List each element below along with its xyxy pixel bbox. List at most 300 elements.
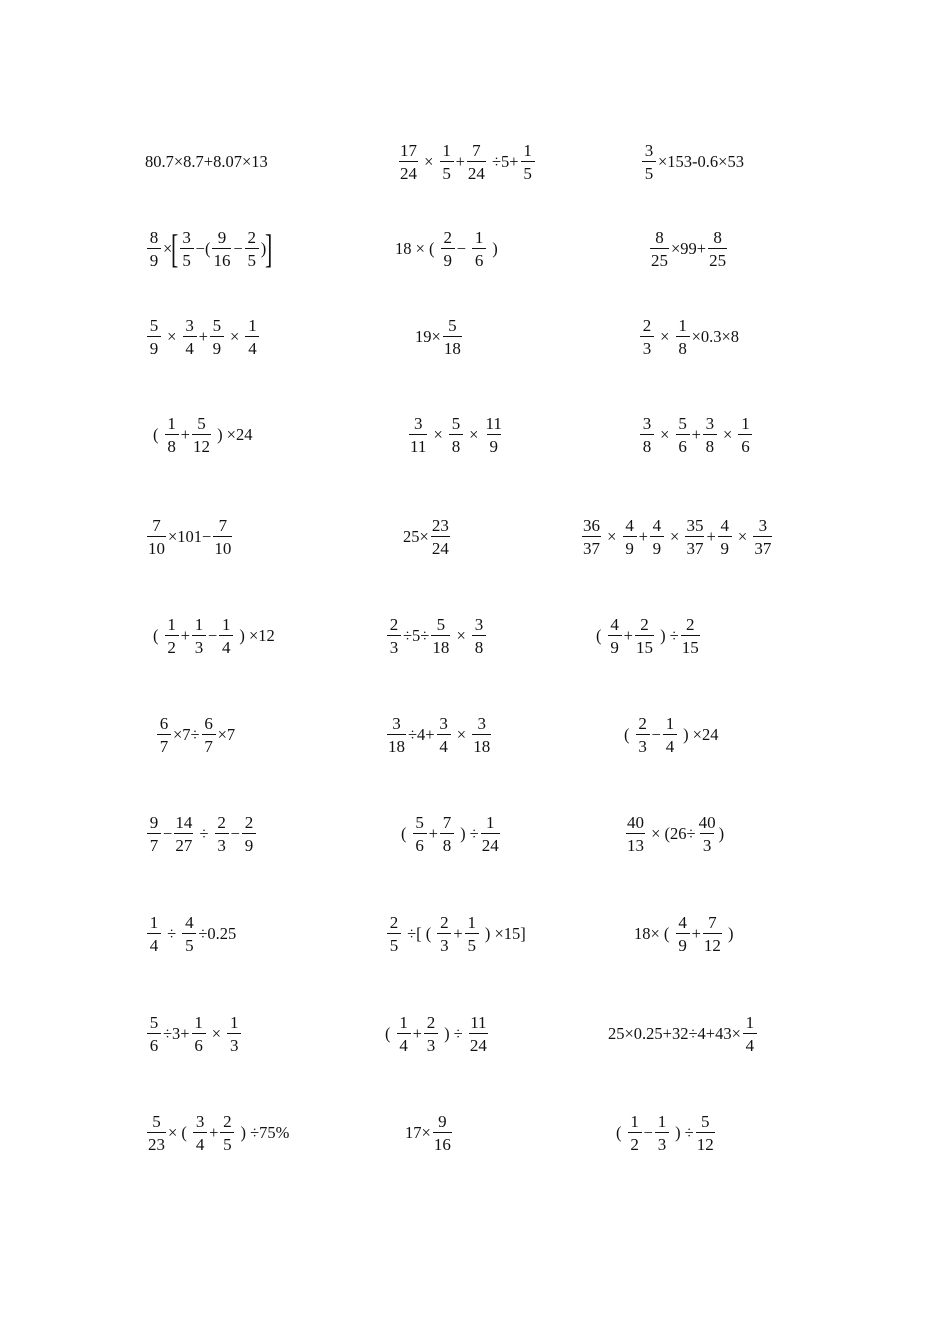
denominator: 6 <box>192 1033 206 1054</box>
expression-text: ÷[ ( <box>403 923 436 943</box>
numerator: 23 <box>431 516 449 535</box>
math-problem <box>145 894 236 974</box>
fraction <box>202 715 216 755</box>
numerator: 3 <box>474 615 484 634</box>
math-problem <box>397 122 537 202</box>
denominator: 12 <box>696 1132 715 1153</box>
expression-text: + <box>209 1122 219 1142</box>
fraction <box>472 616 486 656</box>
fraction <box>485 415 503 455</box>
fraction <box>245 229 259 269</box>
numerator: 3 <box>644 141 654 160</box>
numerator: 1 <box>194 615 204 634</box>
math-problem <box>145 209 272 289</box>
denominator: 12 <box>192 434 211 455</box>
fraction <box>183 317 197 357</box>
fraction <box>440 814 454 854</box>
numerator: 6 <box>204 714 213 733</box>
math-problem <box>608 994 759 1074</box>
fraction <box>465 914 479 954</box>
numerator: 2 <box>426 1013 436 1032</box>
fraction <box>147 317 161 357</box>
denominator: 25 <box>708 248 727 269</box>
expression-text: × <box>452 724 471 744</box>
denominator: 2 <box>628 1132 642 1153</box>
bracket: ] <box>265 226 273 271</box>
fraction <box>399 142 418 182</box>
fraction <box>703 914 722 954</box>
denominator: 9 <box>441 248 455 269</box>
fraction <box>718 517 732 557</box>
fraction <box>219 616 233 656</box>
fraction <box>215 814 229 854</box>
numerator: 5 <box>451 414 461 433</box>
math-problem <box>407 395 505 475</box>
expression-text: ) <box>723 923 734 943</box>
fraction <box>157 715 171 755</box>
fraction <box>220 1113 234 1153</box>
fraction <box>443 317 462 357</box>
fraction <box>174 814 193 854</box>
fraction <box>521 142 535 182</box>
denominator: 16 <box>433 1132 452 1153</box>
problem-row <box>0 596 950 676</box>
fraction <box>685 517 704 557</box>
denominator: 25 <box>650 248 669 269</box>
numerator: 3 <box>182 228 191 247</box>
math-problem <box>153 395 253 475</box>
expression-text: − <box>643 1122 653 1142</box>
denominator: 5 <box>387 933 401 954</box>
fraction <box>397 1014 411 1054</box>
denominator: 3 <box>227 1033 241 1054</box>
denominator: 8 <box>640 434 654 455</box>
numerator: 3 <box>413 414 423 433</box>
expression-text: − <box>651 724 661 744</box>
numerator: 4 <box>678 913 687 932</box>
expression-text: 25× <box>403 526 429 546</box>
math-problem <box>145 297 261 377</box>
expression-text: + <box>180 424 190 444</box>
expression-text: ) ÷ <box>455 823 479 843</box>
expression-text: × <box>656 424 674 444</box>
denominator: 8 <box>165 434 179 455</box>
problem-row <box>0 209 950 289</box>
problem-row <box>0 994 950 1074</box>
numerator: 5 <box>212 316 222 335</box>
fraction <box>437 715 451 755</box>
math-problem <box>385 894 526 974</box>
fraction <box>210 317 224 357</box>
numerator: 9 <box>217 228 227 247</box>
fraction <box>242 814 256 854</box>
expression-text: × <box>733 526 752 546</box>
numerator: 4 <box>185 913 194 932</box>
expression-text: ×99+ <box>671 238 707 258</box>
denominator: 9 <box>676 933 690 954</box>
fraction <box>165 616 179 656</box>
fraction <box>431 616 450 656</box>
fraction <box>192 616 206 656</box>
numerator: 7 <box>218 516 228 535</box>
fraction <box>147 517 166 557</box>
expression-text: × <box>163 238 173 258</box>
fraction <box>387 914 401 954</box>
denominator: 9 <box>608 635 622 656</box>
fraction <box>676 317 690 357</box>
expression-text: ) ×24 <box>212 424 253 444</box>
numerator: 8 <box>149 228 159 247</box>
math-problem <box>624 695 719 775</box>
denominator: 5 <box>521 161 535 182</box>
numerator: 4 <box>625 516 634 535</box>
fraction <box>708 229 727 269</box>
math-problem <box>596 596 702 676</box>
denominator: 8 <box>703 434 717 455</box>
numerator: 1 <box>248 316 257 335</box>
denominator: 6 <box>472 248 486 269</box>
expression-text: 17× <box>405 1122 431 1142</box>
denominator: 37 <box>582 536 601 557</box>
numerator: 3 <box>185 316 194 335</box>
fraction <box>628 1113 642 1153</box>
denominator: 8 <box>440 833 454 854</box>
denominator: 3 <box>700 833 714 854</box>
numerator: 1 <box>745 1013 755 1032</box>
denominator: 5 <box>180 248 194 269</box>
fraction <box>743 1014 757 1054</box>
numerator: 5 <box>197 414 206 433</box>
expression-text: × <box>603 526 621 546</box>
expression-text: + <box>453 923 463 943</box>
fraction <box>227 1014 241 1054</box>
denominator: 3 <box>424 1033 438 1054</box>
math-problem <box>385 596 488 676</box>
numerator: 2 <box>443 228 452 247</box>
fraction <box>192 1014 206 1054</box>
numerator: 40 <box>698 813 716 832</box>
expression-text: + <box>428 823 438 843</box>
numerator: 5 <box>448 316 457 335</box>
math-problem <box>616 1093 717 1173</box>
numerator: 3 <box>758 516 768 535</box>
numerator: 2 <box>638 714 647 733</box>
expression-text: + <box>691 424 701 444</box>
expression-text: × <box>656 326 674 346</box>
expression-text: × <box>452 625 470 645</box>
expression-text: ×0.3×8 <box>691 326 740 346</box>
fraction <box>441 229 455 269</box>
math-problem <box>153 596 275 676</box>
expression-text: ) ÷ <box>670 1122 694 1142</box>
numerator: 8 <box>713 228 722 247</box>
expression-text: ) <box>718 823 725 843</box>
problem-row <box>0 894 950 974</box>
expression-text: ÷0.25 <box>198 923 237 943</box>
denominator: 4 <box>219 635 233 656</box>
fraction <box>192 415 211 455</box>
numerator: 7 <box>472 141 481 160</box>
expression-text: × <box>429 424 447 444</box>
fraction <box>469 1014 488 1054</box>
fraction <box>213 517 232 557</box>
fraction <box>165 415 179 455</box>
fraction <box>424 1014 438 1054</box>
denominator: 18 <box>443 336 462 357</box>
fraction <box>182 914 196 954</box>
math-problem <box>385 994 490 1074</box>
denominator: 7 <box>157 734 171 755</box>
expression-text: ) <box>488 238 498 258</box>
expression-text: ( <box>596 625 606 645</box>
math-problem <box>145 122 268 202</box>
expression-text: ) ×24 <box>678 724 719 744</box>
numerator: 1 <box>467 913 476 932</box>
numerator: 5 <box>701 1112 710 1131</box>
fraction <box>147 1113 166 1153</box>
fraction <box>582 517 601 557</box>
denominator: 5 <box>465 933 479 954</box>
expression-text: + <box>198 326 208 346</box>
expression-text: 80.7×8.7+8.07×13 <box>145 151 268 171</box>
numerator: 5 <box>678 414 687 433</box>
expression-text: + <box>638 526 648 546</box>
denominator: 8 <box>472 635 486 656</box>
denominator: 8 <box>676 336 690 357</box>
math-problem <box>638 395 754 475</box>
numerator: 40 <box>627 813 644 832</box>
math-problem <box>395 209 498 289</box>
numerator: 1 <box>167 414 176 433</box>
expression-text: + <box>623 625 633 645</box>
denominator: 9 <box>242 833 256 854</box>
denominator: 7 <box>202 734 216 755</box>
expression-text: ÷ <box>195 823 213 843</box>
problem-row <box>0 794 950 874</box>
denominator: 4 <box>193 1132 207 1153</box>
fraction <box>640 415 654 455</box>
numerator: 8 <box>655 228 664 247</box>
denominator: 6 <box>738 434 752 455</box>
expression-text: ( <box>153 625 163 645</box>
math-problem <box>145 1093 289 1173</box>
math-problem <box>155 695 235 775</box>
denominator: 5 <box>642 161 656 182</box>
expression-text: × <box>225 326 244 346</box>
fraction <box>147 814 161 854</box>
denominator: 9 <box>623 536 637 557</box>
denominator: 7 <box>147 833 161 854</box>
expression-text: ÷ <box>163 923 181 943</box>
math-problem <box>648 209 729 289</box>
expression-text: 18× ( <box>634 923 674 943</box>
numerator: 2 <box>389 615 399 634</box>
fraction <box>676 914 690 954</box>
denominator: 5 <box>440 161 454 182</box>
fraction <box>738 415 752 455</box>
fraction <box>449 415 463 455</box>
numerator: 1 <box>678 316 687 335</box>
fraction <box>481 814 500 854</box>
numerator: 1 <box>486 813 495 832</box>
expression-text: ÷5÷ <box>403 625 430 645</box>
fraction <box>387 715 406 755</box>
fraction <box>472 715 491 755</box>
numerator: 2 <box>642 316 652 335</box>
denominator: 3 <box>192 635 206 656</box>
numerator: 3 <box>642 414 652 433</box>
denominator: 13 <box>626 833 645 854</box>
numerator: 5 <box>436 615 446 634</box>
expression-text: − <box>163 823 173 843</box>
denominator: 6 <box>413 833 427 854</box>
numerator: 2 <box>686 615 695 634</box>
expression-text: × <box>207 1023 226 1043</box>
math-problem <box>580 497 774 577</box>
denominator: 5 <box>182 933 196 954</box>
numerator: 2 <box>389 913 399 932</box>
expression-text: × <box>420 151 438 171</box>
denominator: 4 <box>147 933 161 954</box>
expression-text: 25×0.25+32÷4+43× <box>608 1023 741 1043</box>
fraction <box>663 715 677 755</box>
denominator: 4 <box>743 1033 757 1054</box>
numerator: 2 <box>217 813 226 832</box>
fraction <box>676 415 690 455</box>
denominator: 37 <box>685 536 704 557</box>
numerator: 1 <box>474 228 484 247</box>
denominator: 8 <box>449 434 463 455</box>
denominator: 4 <box>245 336 259 357</box>
numerator: 11 <box>470 1013 487 1032</box>
expression-text: ×153-0.6×53 <box>658 151 744 171</box>
numerator: 7 <box>708 913 717 932</box>
denominator: 24 <box>431 536 450 557</box>
numerator: 3 <box>477 714 486 733</box>
fraction <box>431 517 450 557</box>
expression-text: + <box>691 923 701 943</box>
fraction <box>437 914 451 954</box>
denominator: 9 <box>210 336 224 357</box>
math-problem <box>638 297 739 377</box>
numerator: 11 <box>485 414 502 433</box>
numerator: 2 <box>247 228 257 247</box>
expression-text: ) ÷75% <box>236 1122 290 1142</box>
denominator: 3 <box>387 635 401 656</box>
expression-text: ) ÷ <box>439 1023 467 1043</box>
numerator: 1 <box>149 913 159 932</box>
denominator: 4 <box>437 734 451 755</box>
denominator: 9 <box>147 248 161 269</box>
problem-row <box>0 122 950 202</box>
fraction <box>753 517 772 557</box>
denominator: 3 <box>437 933 451 954</box>
denominator: 23 <box>147 1132 166 1153</box>
expression-text: ) ÷ <box>655 625 679 645</box>
math-problem <box>145 794 258 874</box>
fraction <box>640 317 654 357</box>
expression-text: × <box>163 326 181 346</box>
denominator: 3 <box>636 734 650 755</box>
numerator: 7 <box>152 516 161 535</box>
math-problem <box>145 994 243 1074</box>
expression-text: ) ×12 <box>235 625 275 645</box>
fraction <box>703 415 717 455</box>
numerator: 3 <box>195 1112 205 1131</box>
numerator: 17 <box>400 141 417 160</box>
fraction <box>467 142 486 182</box>
fraction <box>147 1014 161 1054</box>
numerator: 1 <box>399 1013 408 1032</box>
problem-row <box>0 395 950 475</box>
numerator: 5 <box>152 1112 161 1131</box>
fraction <box>472 229 486 269</box>
numerator: 2 <box>640 615 649 634</box>
denominator: 9 <box>718 536 732 557</box>
denominator: 15 <box>681 635 700 656</box>
denominator: 10 <box>147 536 166 557</box>
fraction <box>212 229 231 269</box>
expression-text: ( <box>624 724 634 744</box>
numerator: 3 <box>439 714 448 733</box>
expression-text: ( <box>153 424 163 444</box>
fraction <box>642 142 656 182</box>
expression-text: + <box>412 1023 422 1043</box>
fraction <box>440 142 454 182</box>
denominator: 12 <box>703 933 722 954</box>
expression-text: ×101− <box>168 526 212 546</box>
denominator: 18 <box>431 635 450 656</box>
math-problem <box>624 794 724 874</box>
fraction <box>180 229 194 269</box>
numerator: 9 <box>149 813 159 832</box>
denominator: 18 <box>472 734 491 755</box>
denominator: 16 <box>212 248 231 269</box>
fraction <box>193 1113 207 1153</box>
numerator: 36 <box>583 516 600 535</box>
expression-text: × <box>665 526 684 546</box>
fraction <box>650 229 669 269</box>
fraction <box>636 715 650 755</box>
expression-text: ( <box>401 823 411 843</box>
fraction <box>413 814 427 854</box>
denominator: 24 <box>469 1033 488 1054</box>
denominator: 4 <box>663 734 677 755</box>
numerator: 5 <box>415 813 424 832</box>
fraction <box>626 814 645 854</box>
expression-text: × <box>718 424 737 444</box>
denominator: 9 <box>147 336 161 357</box>
expression-text: ÷4+ <box>408 724 435 744</box>
numerator: 1 <box>229 1013 239 1032</box>
fraction <box>147 229 161 269</box>
numerator: 1 <box>194 1013 203 1032</box>
fraction <box>245 317 259 357</box>
math-problem <box>415 297 464 377</box>
expression-text: + <box>180 625 190 645</box>
fraction <box>608 616 622 656</box>
denominator: 5 <box>220 1132 234 1153</box>
math-problem <box>640 122 744 202</box>
expression-text: − <box>207 625 218 645</box>
fraction <box>409 415 427 455</box>
denominator: 6 <box>147 1033 161 1054</box>
numerator: 4 <box>652 516 662 535</box>
fraction <box>698 814 717 854</box>
expression-text: ( <box>616 1122 626 1142</box>
fraction <box>650 517 664 557</box>
bracket: [ <box>171 226 179 271</box>
